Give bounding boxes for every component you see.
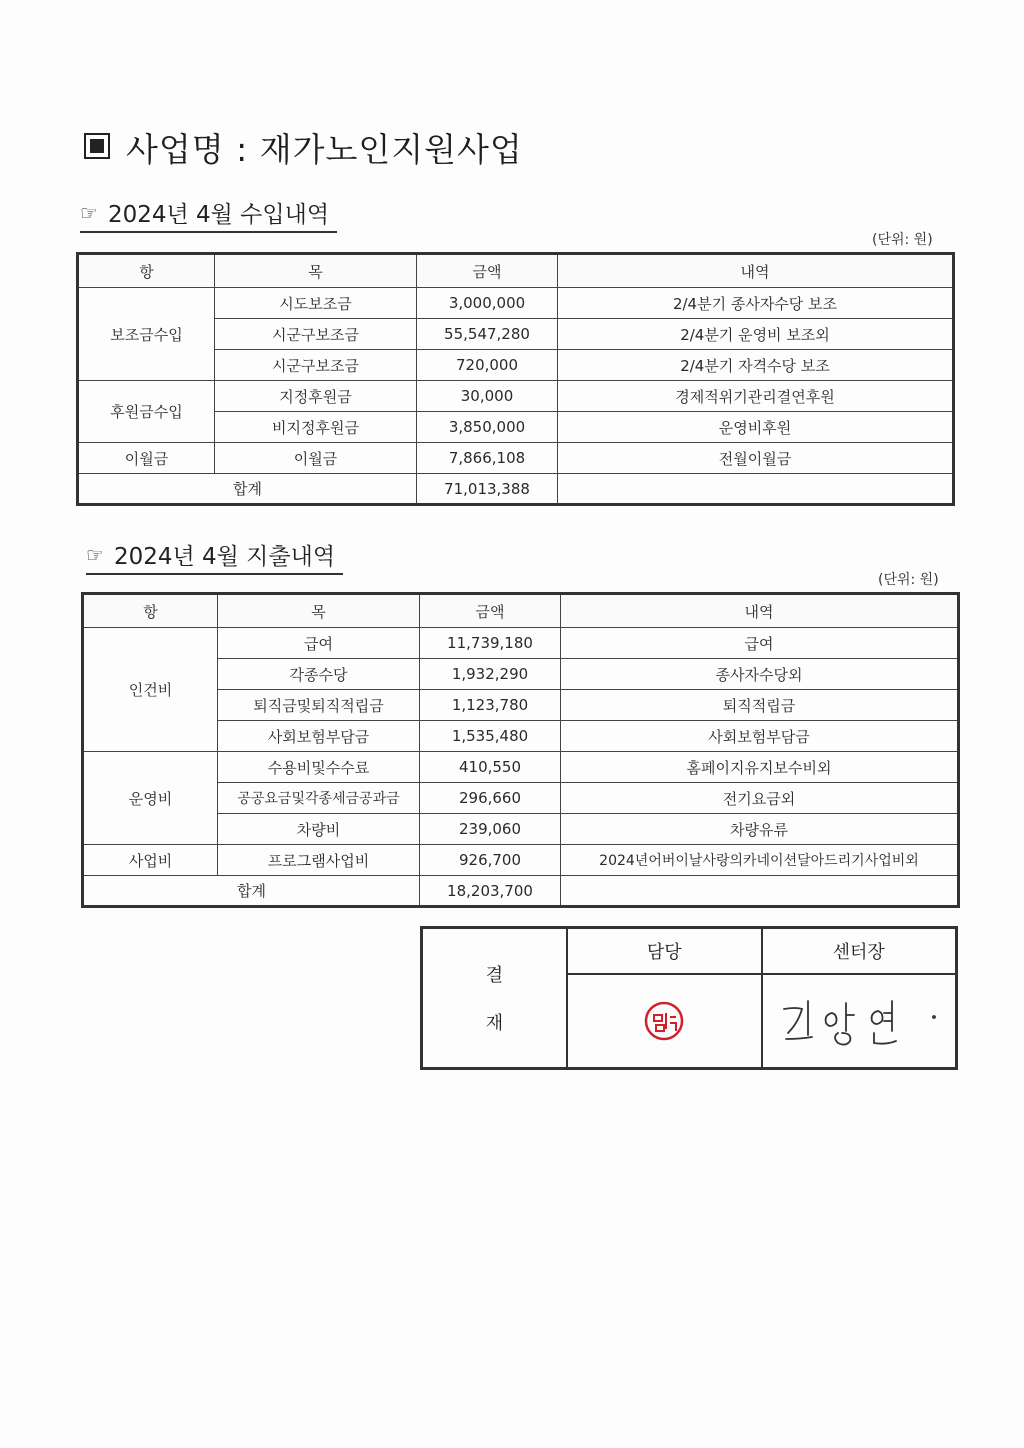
income-heading — [80, 196, 337, 233]
project-name: 재가노인지원사업 — [259, 130, 523, 169]
header-hang: 항 — [83, 594, 218, 628]
amount-cell: 296,660 — [420, 783, 561, 814]
header-hang: 항 — [78, 254, 215, 288]
amount-cell: 11,739,180 — [420, 628, 561, 659]
detail-cell: 전기요금외 — [561, 783, 959, 814]
table-row — [83, 628, 959, 659]
page-title — [84, 124, 523, 171]
mok-cell: 시군구보조금 — [215, 319, 417, 350]
income-total-row — [78, 474, 954, 505]
approval-box — [420, 926, 958, 1070]
mok-cell: 사회보험부담금 — [218, 721, 420, 752]
mok-cell: 수용비및수수료 — [218, 752, 420, 783]
pointing-hand-icon: ☞ — [86, 542, 104, 567]
income-unit: (단위: 원) — [872, 232, 933, 248]
expense-total-row — [83, 876, 959, 907]
total-label: 합계 — [83, 876, 420, 907]
hang-cell: 이월금 — [78, 443, 215, 474]
detail-cell: 2024년어버이날사랑의카네이션달아드리기사업비외 — [561, 845, 959, 876]
income-heading-text: 2024년 4월 수입내역 — [107, 202, 330, 228]
table-row — [78, 381, 954, 412]
mok-cell: 각종수당 — [218, 659, 420, 690]
mok-cell: 차량비 — [218, 814, 420, 845]
pointing-hand-icon: ☞ — [80, 200, 98, 225]
amount-cell: 3,000,000 — [417, 288, 558, 319]
header-detail: 내역 — [558, 254, 954, 288]
detail-cell: 종사자수당외 — [561, 659, 959, 690]
total-detail — [561, 876, 959, 907]
mok-cell: 비지정후원금 — [215, 412, 417, 443]
approval-label — [423, 929, 568, 1067]
detail-cell: 2/4분기 운영비 보조외 — [558, 319, 954, 350]
amount-cell: 3,850,000 — [417, 412, 558, 443]
expense-unit: (단위: 원) — [878, 572, 939, 588]
header-mok: 목 — [218, 594, 420, 628]
mok-cell: 시군구보조금 — [215, 350, 417, 381]
detail-cell: 2/4분기 자격수당 보조 — [558, 350, 954, 381]
amount-cell: 1,123,780 — [420, 690, 561, 721]
expense-heading — [86, 538, 343, 575]
mok-cell: 프로그램사업비 — [218, 845, 420, 876]
detail-cell: 급여 — [561, 628, 959, 659]
amount-cell: 55,547,280 — [417, 319, 558, 350]
title-prefix: 사업명 : — [126, 130, 260, 169]
approval-head-director: 센터장 — [763, 929, 956, 975]
header-detail: 내역 — [561, 594, 959, 628]
amount-cell: 720,000 — [417, 350, 558, 381]
approval-sign-director — [763, 975, 956, 1067]
approval-label-top: 결 — [485, 965, 504, 986]
hang-cell: 후원금수입 — [78, 381, 215, 443]
detail-cell: 2/4분기 종사자수당 보조 — [558, 288, 954, 319]
mok-cell: 시도보조금 — [215, 288, 417, 319]
mok-cell: 공공요금및각종세금공과금 — [218, 783, 420, 814]
detail-cell: 운영비후원 — [558, 412, 954, 443]
red-seal-stamp-icon — [642, 999, 686, 1043]
expense-table — [81, 592, 960, 908]
detail-cell: 퇴직적립금 — [561, 690, 959, 721]
table-row — [78, 443, 954, 474]
amount-cell: 410,550 — [420, 752, 561, 783]
expense-heading-text: 2024년 4월 지출내역 — [113, 544, 336, 570]
table-row — [83, 752, 959, 783]
amount-cell: 239,060 — [420, 814, 561, 845]
detail-cell: 사회보험부담금 — [561, 721, 959, 752]
total-detail — [558, 474, 954, 505]
mok-cell: 급여 — [218, 628, 420, 659]
table-row — [83, 845, 959, 876]
hang-cell: 인건비 — [83, 628, 218, 752]
amount-cell: 926,700 — [420, 845, 561, 876]
income-table — [76, 252, 955, 506]
handwritten-signature — [774, 991, 944, 1051]
approval-sign-staff — [568, 975, 761, 1067]
amount-cell: 7,866,108 — [417, 443, 558, 474]
header-mok: 목 — [215, 254, 417, 288]
hang-cell: 운영비 — [83, 752, 218, 845]
mok-cell: 퇴직금및퇴직적립금 — [218, 690, 420, 721]
header-amount: 금액 — [417, 254, 558, 288]
detail-cell: 전월이월금 — [558, 443, 954, 474]
detail-cell: 차량유류 — [561, 814, 959, 845]
mok-cell: 이월금 — [215, 443, 417, 474]
detail-cell: 홈페이지유지보수비외 — [561, 752, 959, 783]
amount-cell: 30,000 — [417, 381, 558, 412]
amount-cell: 1,535,480 — [420, 721, 561, 752]
amount-cell: 1,932,290 — [420, 659, 561, 690]
approval-col-director — [761, 929, 956, 1067]
square-bullet-icon — [84, 133, 110, 159]
approval-head-staff: 담당 — [568, 929, 761, 975]
hang-cell: 사업비 — [83, 845, 218, 876]
approval-col-staff — [568, 929, 761, 1067]
detail-cell: 경제적위기관리결연후원 — [558, 381, 954, 412]
hang-cell: 보조금수입 — [78, 288, 215, 381]
expense-header-row — [83, 594, 959, 628]
header-amount: 금액 — [420, 594, 561, 628]
mok-cell: 지정후원금 — [215, 381, 417, 412]
total-amount: 18,203,700 — [420, 876, 561, 907]
approval-label-bottom: 재 — [485, 1013, 504, 1034]
table-row — [78, 288, 954, 319]
total-amount: 71,013,388 — [417, 474, 558, 505]
income-header-row — [78, 254, 954, 288]
total-label: 합계 — [78, 474, 417, 505]
